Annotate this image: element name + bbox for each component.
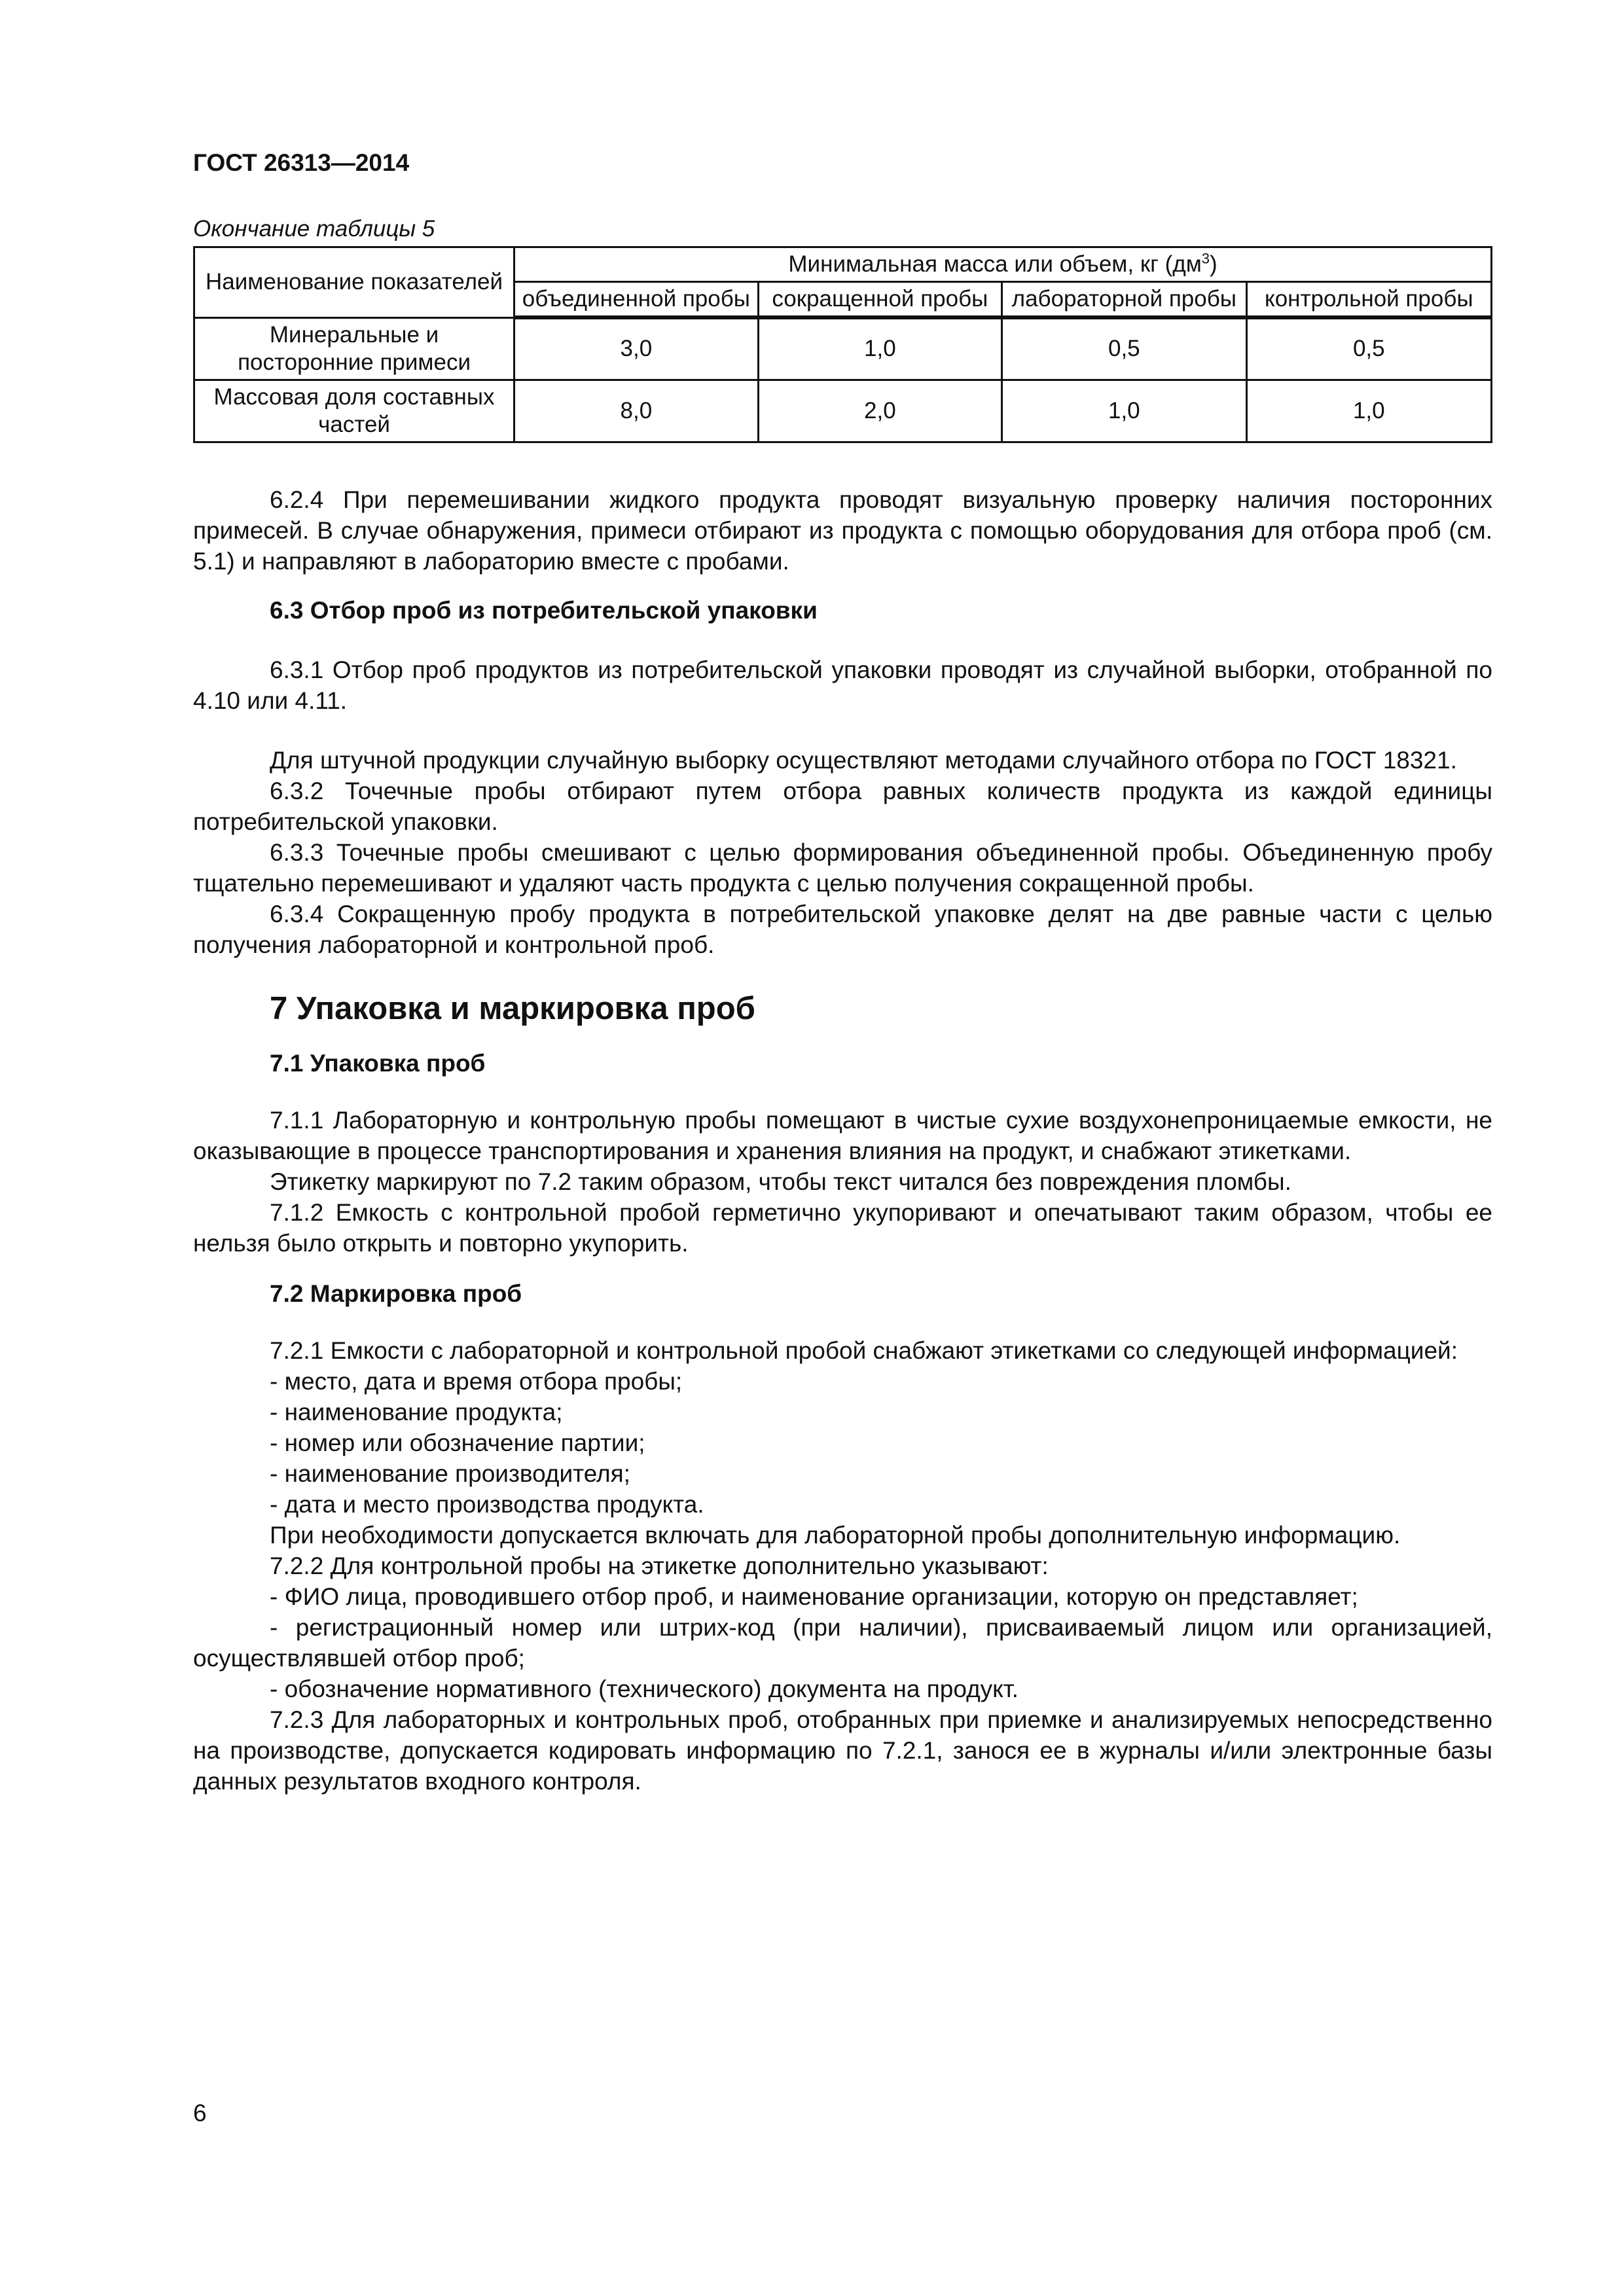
paragraph-6-3-4: 6.3.4 Сокращенную пробу продукта в потребительской упаковке делят на две равные части с целью получения лабораторной и контрольной проб. [193,901,1492,958]
subheader-cell: объединенной пробы [514,282,759,318]
document-code: ГОСТ 26313—2014 [193,149,410,176]
list-item: - наименование производителя; [270,1460,630,1487]
value-cell: 1,0 [758,317,1001,380]
table-caption: Окончание таблицы 5 [193,216,435,242]
paragraph-6-3-2: 6.3.2 Точечные пробы отбирают путем отбора равных количеств продукта из каждой единицы потребительской упаковки. [193,778,1492,835]
value-cell: 8,0 [514,380,759,442]
value-cell: 0,5 [1002,317,1247,380]
paragraph-6-3-1: 6.3.1 Отбор проб продуктов из потребительской упаковки проводят из случайной выборки, отобранной по 4.10 или 4.11. [193,656,1492,714]
header-cell-name: Наименование показателей [194,247,514,318]
table-header-row [194,247,1492,282]
list-item: - обозначение нормативного (технического) документа на продукт. [270,1676,1019,1702]
document-body [193,484,1492,1797]
value-cell: 0,5 [1246,317,1491,380]
table-row [194,317,1492,380]
header-cell-group: Минимальная масса или объем, кг $(дм^3)$ [514,247,1492,282]
list-item: - ФИО лица, проводившего отбор проб, и наименование организации, которую он представляет; [270,1583,1358,1610]
table-row [194,380,1492,442]
paragraph-7-2-1: 7.2.1 Емкости с лабораторной и контрольной пробой снабжают этикетками со следующей информацией: [270,1337,1458,1364]
subheader-cell: контрольной пробы [1246,282,1491,318]
paragraph-7-2-3: 7.2.3 Для лабораторных и контрольных проб, отобранных при приемке и анализируемых непосредственно на производстве, допускается кодировать информацию по 7.2.1, занося ее в журналы и/или электронные базы данных результатов входного контроля. [193,1706,1492,1795]
paragraph-7-1-1: 7.1.1 Лабораторную и контрольную пробы помещают в чистые сухие воздухонепроницаемые емкости, не оказывающие в процессе транспортирования и хранения влияния на продукт, и снабжают этикетками. [193,1107,1492,1164]
section-heading-7-2: 7.2 Маркировка проб [270,1280,522,1307]
value-cell: 1,0 [1246,380,1491,442]
row-name-cell: Минеральные и посторонние примеси [194,317,514,380]
value-cell: 2,0 [758,380,1001,442]
section-heading-7-1: 7.1 Упаковка проб [270,1050,486,1077]
value-cell: 3,0 [514,317,759,380]
paragraph-7-1-2: 7.1.2 Емкость с контрольной пробой герметично укупоривают и опечатывают таким образом, чтобы ее нельзя было открыть и повторно укупорить. [193,1199,1492,1257]
section-heading-7: 7 Упаковка и маркировка проб [270,991,755,1026]
value-cell: 1,0 [1002,380,1247,442]
section-heading-6-3: 6.3 Отбор проб из потребительской упаковки [270,597,818,624]
paragraph-gap [193,716,1492,745]
list-item: - место, дата и время отбора пробы; [270,1368,683,1395]
row-name-cell: Массовая доля составных частей [194,380,514,442]
table-5 [193,246,1492,443]
paragraph-7-2-1-b: При необходимости допускается включать для лабораторной пробы дополнительную информацию. [270,1522,1401,1549]
list-item: - дата и место производства продукта. [270,1491,704,1518]
paragraph-6-2-4: 6.2.4 При перемешивании жидкого продукта проводят визуальную проверку наличия посторонних примесей. В случае обнаружения, примеси отбирают из продукта с помощью оборудования для отбора проб (см. 5.1) и направляют в лабораторию вместе с пробами. [193,486,1492,575]
list-item: - номер или обозначение партии; [270,1429,645,1456]
subheader-cell: лабораторной пробы [1002,282,1247,318]
paragraph-7-2-2: 7.2.2 Для контрольной пробы на этикетке дополнительно указывают: [270,1552,1049,1579]
list-item: - наименование продукта; [270,1399,563,1426]
paragraph-7-1-1-b: Этикетку маркируют по 7.2 таким образом, чтобы текст читался без повреждения пломбы. [270,1168,1291,1195]
subheader-cell: сокращенной пробы [758,282,1001,318]
page-number: 6 [193,2100,207,2126]
paragraph-6-3-1-b: Для штучной продукции случайную выборку осуществляют методами случайного отбора по ГОСТ 18321. [270,747,1457,774]
list-item: - регистрационный номер или штрих-код (при наличии), присваиваемый лицом или организацией, осуществлявшей отбор проб; [193,1614,1492,1672]
paragraph-6-3-3: 6.3.3 Точечные пробы смешивают с целью формирования объединенной пробы. Объединенную пробу тщательно перемешивают и удаляют часть продукта с целью получения сокращенной пробы. [193,839,1492,897]
